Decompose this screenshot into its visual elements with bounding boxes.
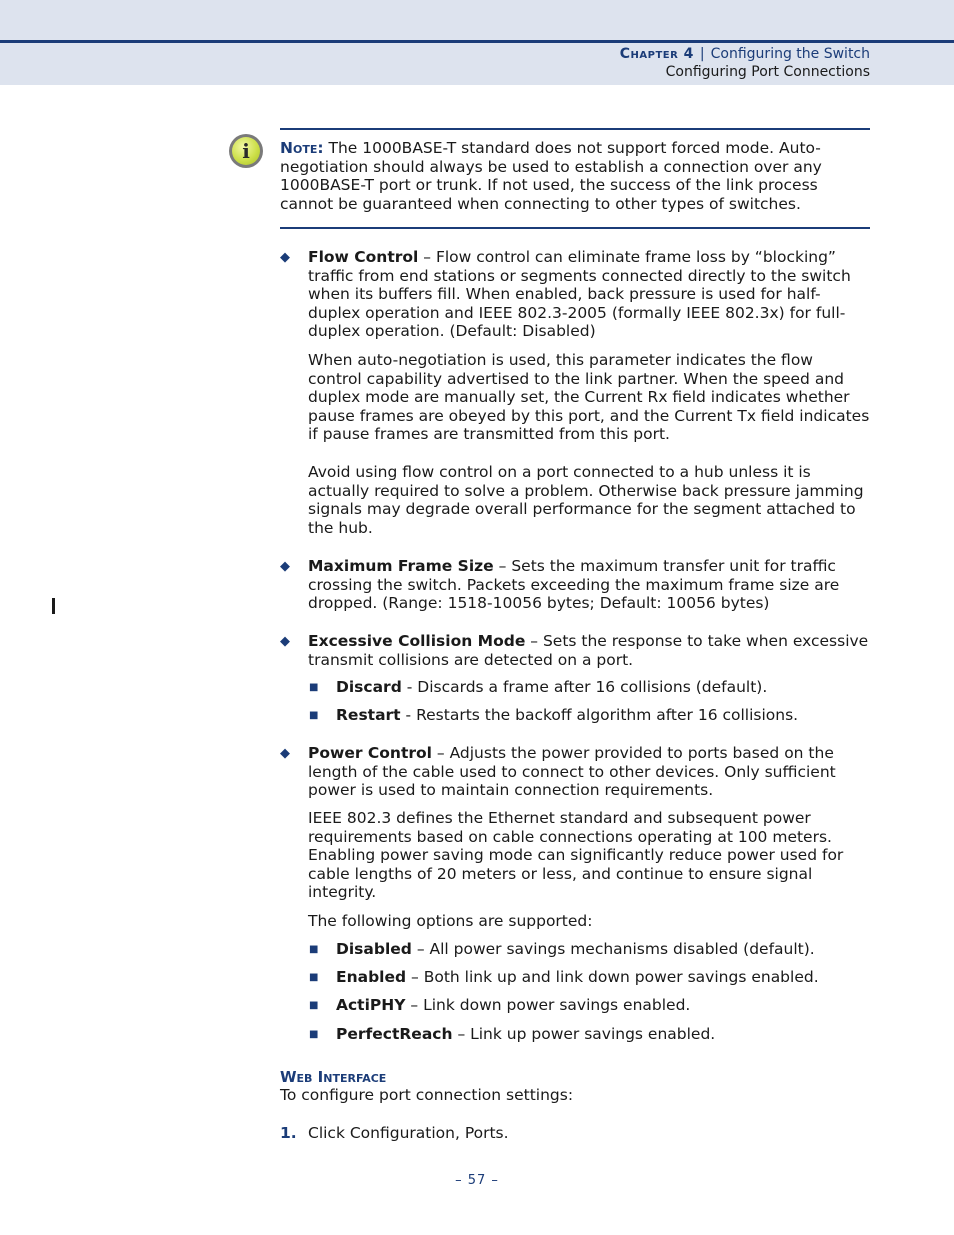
- item-term: Flow Control: [308, 248, 419, 266]
- note: [280, 139, 870, 213]
- option-term: Enabled: [336, 968, 407, 986]
- option-actiphy: [336, 996, 870, 1015]
- section-title: Configuring Port Connections: [665, 64, 870, 80]
- option-term: ActiPHY: [336, 996, 406, 1014]
- bullet-diamond-icon: ◆: [280, 634, 290, 649]
- bullet-square-icon: ■: [309, 1029, 319, 1040]
- item-term: Power Control: [308, 744, 432, 762]
- note-label: Note:: [280, 139, 324, 157]
- bullet-square-icon: ■: [309, 710, 319, 721]
- option-term: PerfectReach: [336, 1025, 453, 1043]
- option-description: – Both link up and link down power savings enabled.: [411, 968, 819, 986]
- chapter-label: Chapter 4: [619, 46, 694, 62]
- page-number: – 57 –: [455, 1173, 499, 1188]
- option-disabled: [336, 940, 870, 959]
- web-interface-intro: To configure port connection settings:: [280, 1086, 574, 1104]
- item-term: Maximum Frame Size: [308, 557, 494, 575]
- option-term: Disabled: [336, 940, 412, 958]
- bullet-square-icon: ■: [309, 682, 319, 693]
- note-top-rule: [280, 128, 870, 130]
- list-item-maximum-frame-size: [308, 557, 870, 613]
- bullet-diamond-icon: ◆: [280, 746, 290, 761]
- bullet-square-icon: ■: [309, 972, 319, 983]
- item-term: Excessive Collision Mode: [308, 632, 526, 650]
- item-description: – Sets the maximum transfer unit for traffic crossing the switch. Packets exceeding the maximum frame size are dropped. (Range: 1518-10056 bytes; Default: 10056 bytes): [308, 557, 840, 613]
- option-description: – All power savings mechanisms disabled (default).: [416, 940, 815, 958]
- header-rule: [0, 40, 954, 43]
- bullet-square-icon: ■: [309, 944, 319, 955]
- paragraph: When auto-negotiation is used, this parameter indicates the flow control capability advertised to the link partner. When the speed and duplex mode are manually set, the Current Rx field indicates whether pause frames are obeyed by this port, and the Current Tx field indicates if pause frames are transmitted from this port.: [308, 351, 870, 444]
- option-perfectreach: [336, 1025, 870, 1044]
- option-term: Restart: [336, 706, 401, 724]
- step-text: Click Configuration, Ports.: [308, 1124, 509, 1142]
- option-enabled: [336, 968, 870, 987]
- bullet-square-icon: ■: [309, 1000, 319, 1011]
- header-separator: |: [699, 46, 705, 62]
- change-bar: [52, 598, 55, 614]
- option-term: Discard: [336, 678, 402, 696]
- web-interface-heading: Web Interface: [280, 1068, 387, 1086]
- option-description: - Discards a frame after 16 collisions (default).: [406, 678, 768, 696]
- note-text: The 1000BASE-T standard does not support forced mode. Auto-negotiation should always be used to establish a connection over any 1000BASE-T port or trunk. If not used, the success of the link process cannot be guaranteed when connecting to other types of switches.: [280, 139, 822, 213]
- option-description: – Link up power savings enabled.: [457, 1025, 716, 1043]
- item-description: – Sets the response to take when excessive transmit collisions are detected on a port.: [308, 632, 869, 669]
- item-description: – Flow control can eliminate frame loss by “blocking” traffic from end stations or segments connected directly to the switch when its buffers fill. When enabled, back pressure is used for half-duplex operation and IEEE 802.3-2005 (formally IEEE 802.3x) for full-duplex operation. (Default: Disabled): [308, 248, 851, 341]
- list-item-flow-control: [308, 248, 870, 341]
- running-header: [620, 45, 870, 81]
- option-description: - Restarts the backoff algorithm after 16 collisions.: [405, 706, 799, 724]
- list-item-power-control: [308, 744, 870, 800]
- option-restart: [336, 706, 870, 725]
- bullet-diamond-icon: ◆: [280, 559, 290, 574]
- bullet-diamond-icon: ◆: [280, 250, 290, 265]
- paragraph: The following options are supported:: [308, 912, 593, 930]
- option-description: – Link down power savings enabled.: [410, 996, 691, 1014]
- list-item-excessive-collision-mode: [308, 632, 870, 669]
- option-discard: [336, 678, 870, 697]
- info-icon: i: [229, 134, 263, 168]
- note-bottom-rule: [280, 227, 870, 229]
- paragraph: IEEE 802.3 defines the Ethernet standard and subsequent power requirements based on cable connections operating at 100 meters. Enabling power saving mode can significantly reduce power used for cable lengths of 20 meters or less, and continue to ensure signal integrity.: [308, 809, 844, 902]
- step-number: 1.: [280, 1124, 297, 1142]
- chapter-title: Configuring the Switch: [710, 46, 870, 62]
- paragraph: Avoid using flow control on a port connected to a hub unless it is actually required to solve a problem. Otherwise back pressure jamming signals may degrade overall performance for the segment attached to the hub.: [308, 463, 864, 537]
- item-description: – Adjusts the power provided to ports based on the length of the cable used to connect to other devices. Only sufficient power is used to maintain connection requirements.: [308, 744, 836, 800]
